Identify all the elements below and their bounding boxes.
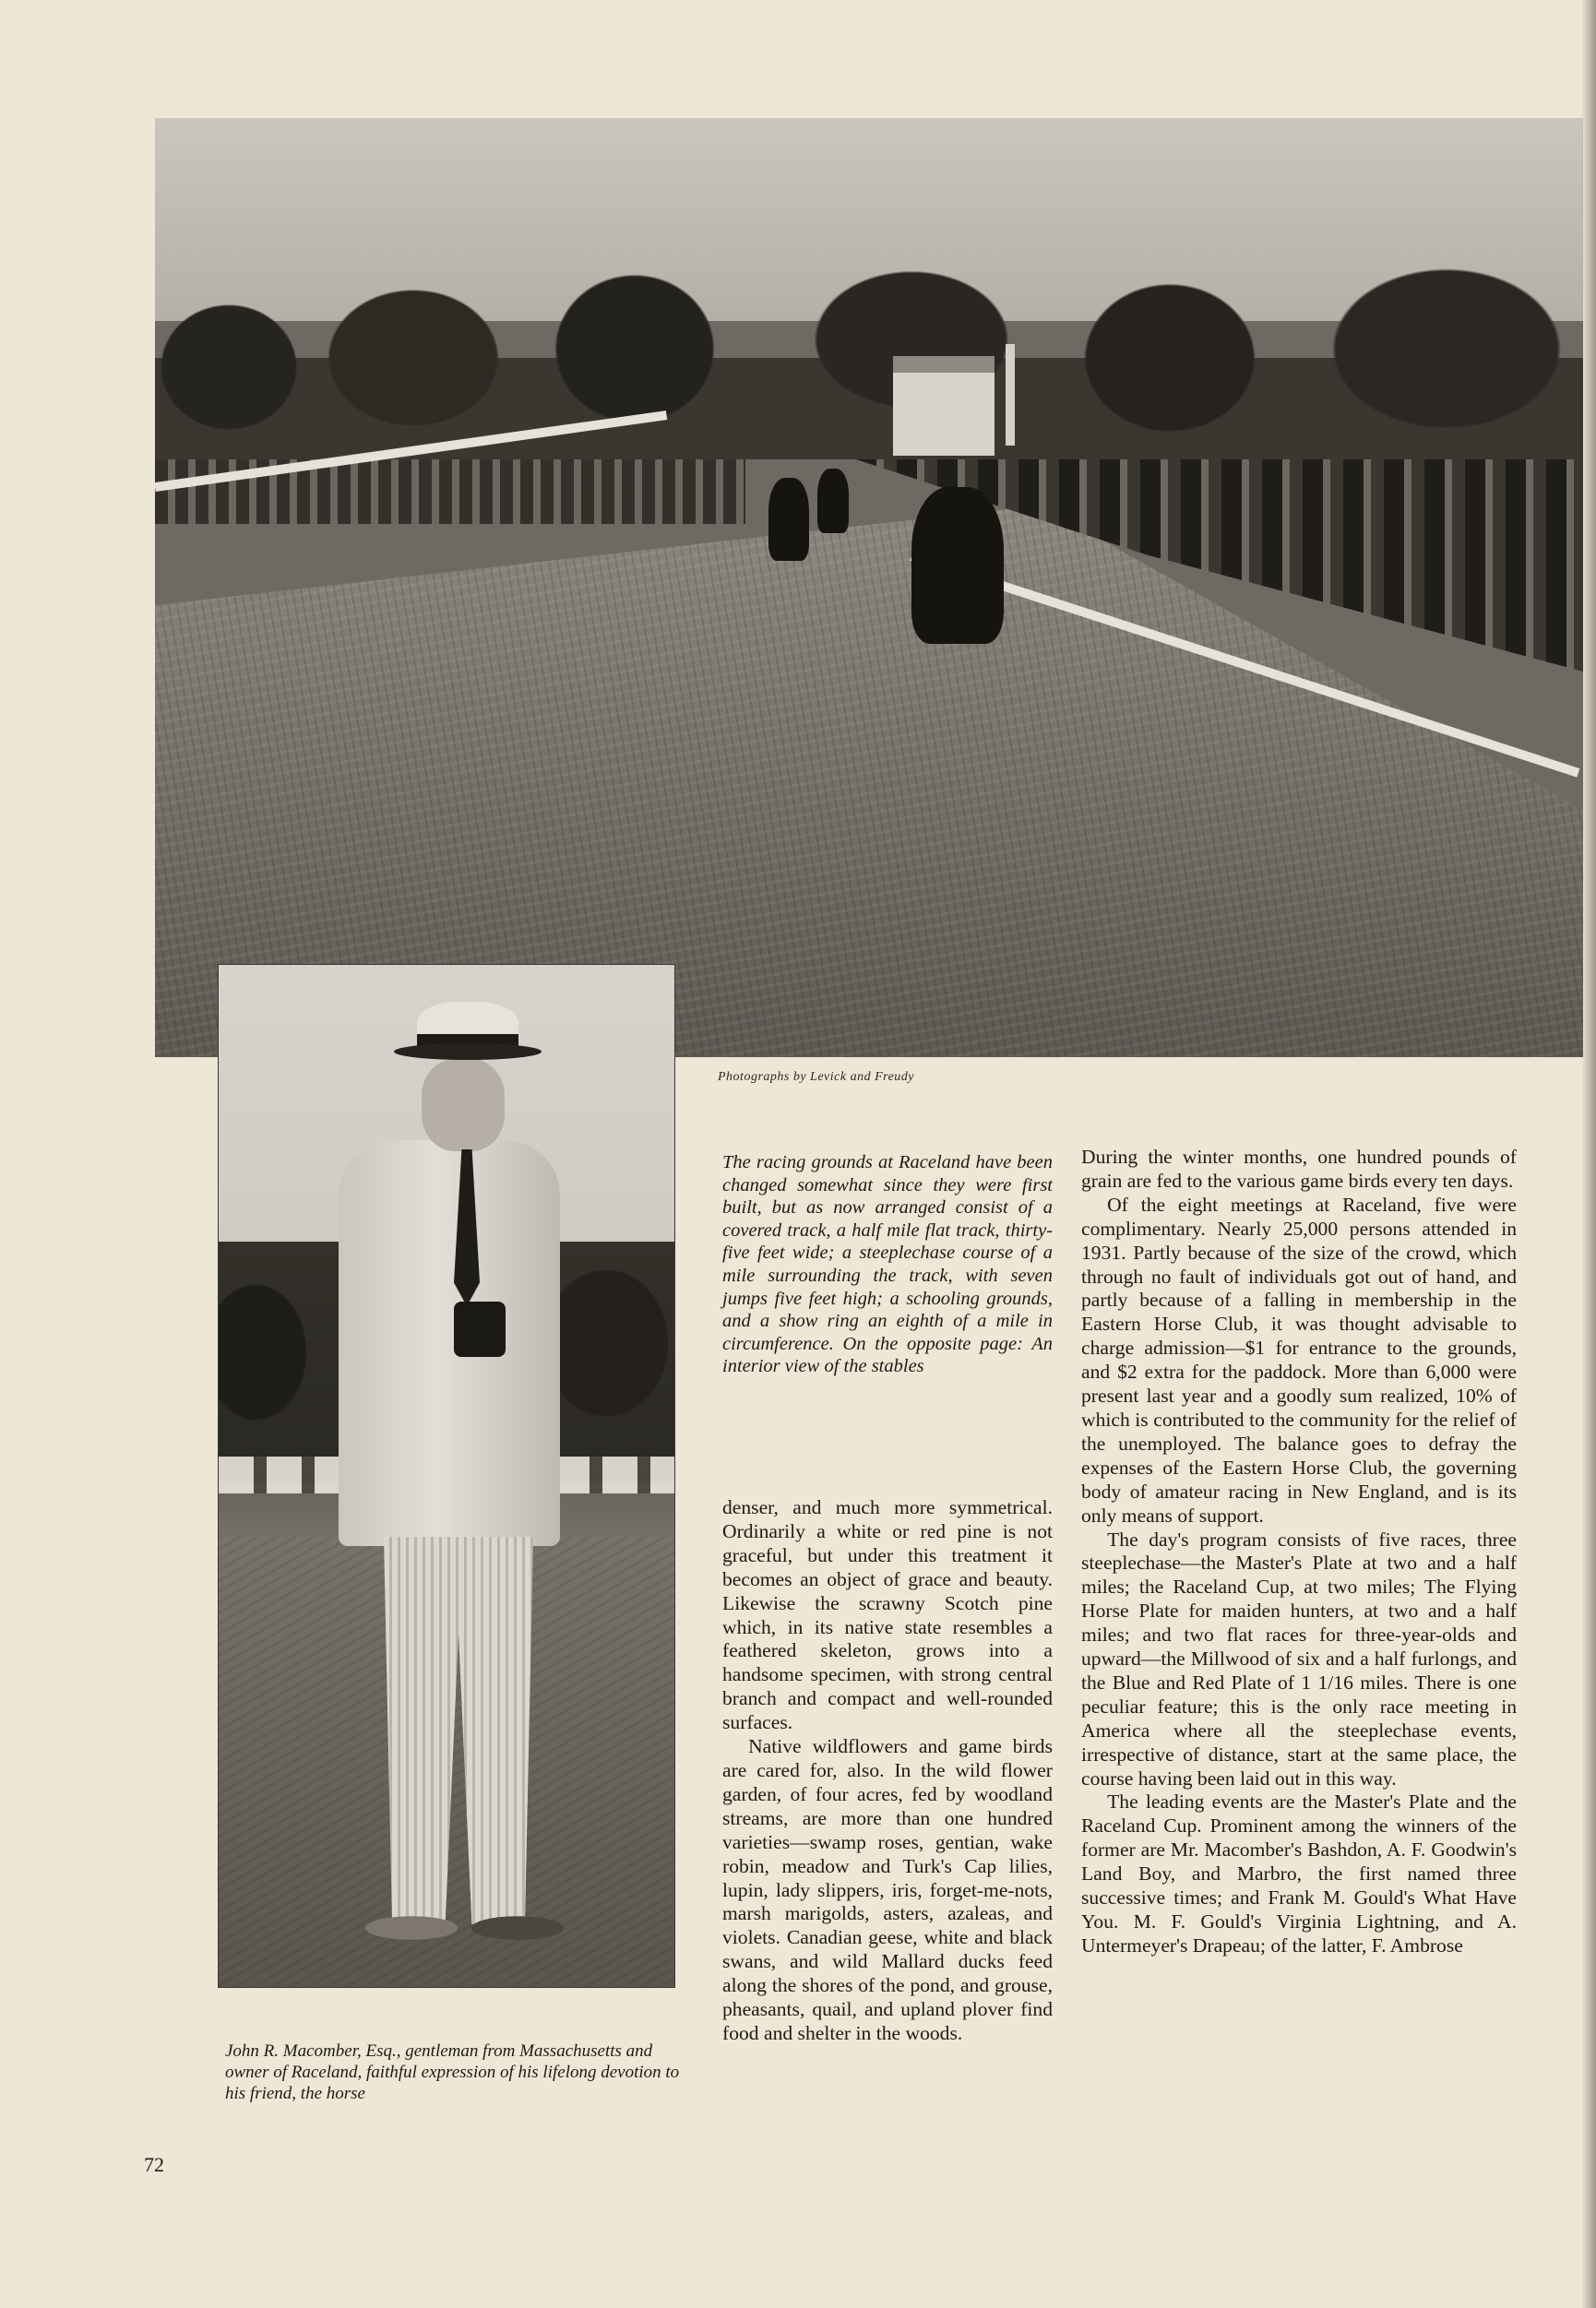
photo-horse [768, 478, 809, 561]
right-column [1081, 1146, 1517, 1958]
right-paragraph: The leading events are the Master's Plate and the Raceland Cup. Prominent among the winners of the former are Mr. Macomber's Bashdon, A. F. Goodwin's Land Boy, and Marbro, the first named three successive times; and Frank M. Gould's What Have You. M. F. Gould's Virginia Lightning, and A. Untermeyer's Drapeau; of the latter, F. Ambrose [1081, 1790, 1517, 1957]
photo-trees [155, 256, 1583, 459]
portrait-face [422, 1059, 505, 1151]
race-caption-block [722, 1151, 1053, 1378]
portrait-trousers [375, 1537, 542, 1924]
photo-credit: Photographs by Levick and Freudy [718, 1070, 914, 1084]
portrait-hat-brim [394, 1043, 542, 1060]
photo-horse [911, 487, 1004, 644]
photo-pole [1006, 344, 1015, 446]
middle-paragraph: Native wildflowers and game birds are cared for, also. In the wild flower garden, of four acres, fed by woodland streams, are more than one hundred varieties—swamp roses, gentian, wake robin, meadow and Turk's Cap lilies, lupin, lady slippers, iris, forget-me-nots, marsh marigolds, asters, azaleas, and violets. Canadian geese, white and black swans, and wild Mallard ducks feed along the shores of the pond, and grouse, pheasants, quail, and upland plover find food and shelter in the woods. [722, 1735, 1053, 2044]
race-caption-text: The racing grounds at Raceland have been changed somewhat since they were first built, but as now arranged consist of a covered track, a half mile flat track, thirty-five feet wide; a steeplechase course of a mile surrounding the track, with seven jumps five feet high; a schooling grounds, and a show ring an eighth of a mile in circumference. On the opposite page: An interior view of the stables [722, 1152, 1053, 1377]
portrait-coat [339, 1140, 560, 1546]
race-track-photo [155, 118, 1583, 1057]
photo-judges-stand [893, 356, 995, 456]
photo-horse [817, 469, 849, 533]
page-edge-shadow [1581, 0, 1596, 2308]
middle-paragraph: denser, and much more symmetrical. Ordinarily a white or red pine is not graceful, but under this treatment it becomes an object of grace and beauty. Likewise the scrawny Scotch pine which, in its native state resembles a feathered skeleton, grows into a handsome specimen, with strong central branch and compact and well-rounded surfaces. [722, 1496, 1053, 1734]
right-paragraph: During the winter months, one hundred pounds of grain are fed to the various game birds every ten days. [1081, 1146, 1517, 1192]
portrait-binoculars [454, 1302, 506, 1357]
portrait-photo [218, 964, 675, 1988]
portrait-caption: John R. Macomber, Esq., gentleman from Massachusetts and owner of Raceland, faithful expression of his lifelong devotion to his friend, the horse [225, 2041, 680, 2103]
page-number: 72 [144, 2153, 164, 2176]
right-paragraph: The day's program consists of five races, three steeplechase—the Master's Plate at two and a half miles; the Raceland Cup, at two miles; The Flying Horse Plate for maiden hunters, at two and a half miles; and two flat races for three-year-olds and upward—the Millwood of six and a half furlongs, and the Blue and Red Plate of 1 1/16 miles. There is one peculiar feature; this is the only race meeting in America where all the steeplechase events, irrespective of distance, start at the same place, the course having been laid out in this way. [1081, 1528, 1517, 1790]
middle-column [722, 1496, 1053, 2046]
right-paragraph: Of the eight meetings at Raceland, five were complimentary. Nearly 25,000 persons attended in 1931. Partly because of the size of the crowd, which through no fault of individuals got out of hand, and partly because of a falling in membership in the Eastern Horse Club, it was thought advisable to charge admission—$1 for entrance to the grounds, and $2 extra for the paddock. More than 6,000 were present last year and a goodly sum realized, 10% of which is contributed to the community for the relief of the unemployed. The balance goes to defray the expenses of the Eastern Horse Club, the governing body of amateur racing in New England, and is its only means of support. [1081, 1193, 1517, 1527]
portrait-shoes [361, 1915, 564, 1941]
portrait-figure [283, 993, 560, 1961]
